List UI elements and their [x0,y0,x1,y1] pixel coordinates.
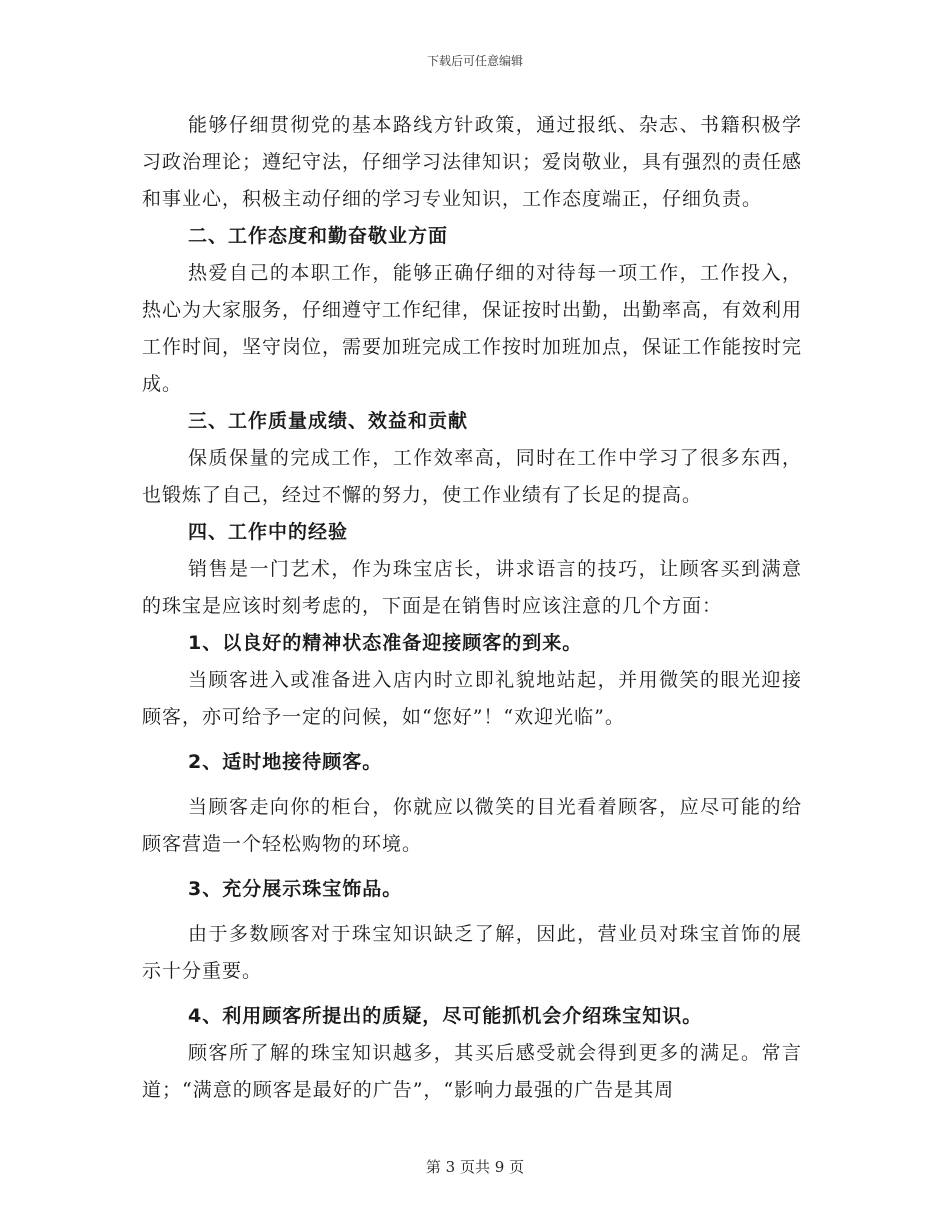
section-heading-work-quality: 三、工作质量成绩、效益和贡献 [188,410,469,432]
subheading-spirit: 1、以良好的精神状态准备迎接顾客的到来。 [188,632,583,654]
paragraph-work-attitude: 热爱自己的本职工作，能够正确仔细的对待每一项工作，工作投入，热心为大家服务，仔细遵守工作纪律，保证按时出勤，出勤率高，有效利用工作时间，坚守岗位，需要加班完成工作按时加班加点，保证工作能按时完成。 [142,262,803,395]
paragraph-political-study: 能够仔细贯彻党的基本路线方针政策，通过报纸、杂志、书籍积极学习政治理论；遵纪守法，仔细学习法律知识；爱岗敬业，具有强烈的责任感和事业心，积极主动仔细的学习专业知识，工作态度端正，仔细负责。 [142,114,803,210]
section-heading-work-attitude: 二、工作态度和勤奋敬业方面 [188,225,449,247]
paragraph-greeting: 当顾客进入或准备进入店内时立即礼貌地站起，并用微笑的眼光迎接顾客，亦可给予一定的问候，如“您好”！“欢迎光临”。 [142,669,802,728]
paragraph-satisfaction: 顾客所了解的珠宝知识越多，其买后感受就会得到更多的满足。常言道；“满意的顾客是最好的广告”，“影响力最强的广告是其周 [142,1042,802,1101]
paragraph-sales-intro: 销售是一门艺术，作为珠宝店长，讲求语言的技巧，让顾客买到满意的珠宝是应该时刻考虑的，下面是在销售时应该注意的几个方面： [142,558,802,617]
paragraph-work-quality: 保质保量的完成工作，工作效率高，同时在工作中学习了很多东西，也锻炼了自己，经过不懈的努力，使工作业绩有了长足的提高。 [142,447,802,506]
paragraph-reception: 当顾客走向你的柜台，你就应以微笑的目光看着顾客，应尽可能的给顾客营造一个轻松购物的环境。 [142,796,802,855]
page-header: 下载后可任意编辑 [426,54,523,68]
section-heading-experience: 四、工作中的经验 [188,521,349,543]
document-body [142,107,802,1109]
subheading-timely-reception: 2、适时地接待顾客。 [188,751,383,773]
paragraph-display: 由于多数顾客对于珠宝知识缺乏了解，因此，营业员对珠宝首饰的展示十分重要。 [142,923,802,982]
subheading-customer-questions: 4、利用顾客所提出的质疑，尽可能抓机会介绍珠宝知识。 [188,1005,703,1027]
page-number: 第 3 页共 9 页 [425,1158,525,1176]
subheading-display-jewelry: 3、充分展示珠宝饰品。 [188,878,403,900]
